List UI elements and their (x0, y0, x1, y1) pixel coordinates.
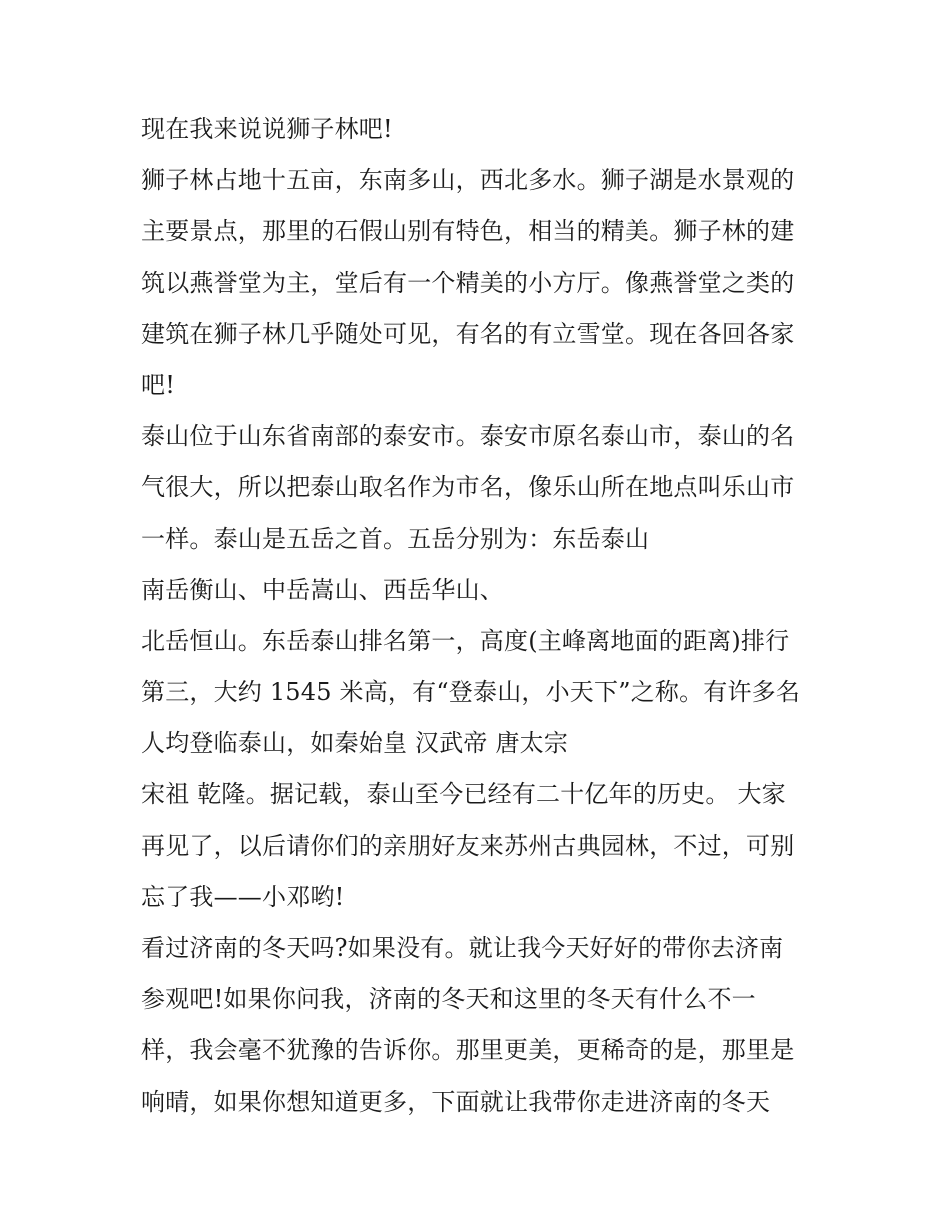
text-line: 一样。泰山是五岳之首。五岳分别为：东岳泰山 (141, 524, 650, 553)
text-line: 气很大，所以把泰山取名作为市名，像乐山所在地点叫乐山市 (141, 473, 795, 502)
text-line: 再见了，以后请你们的亲朋好友来苏州古典园林，不过，可别 (141, 831, 795, 860)
text-line: 南岳衡山、中岳嵩山、西岳华山、 (141, 575, 504, 604)
text-line: 看过济南的冬天吗?如果没有。就让我今天好好的带你去济南 (141, 934, 784, 962)
text-line: 第三，大约 1545 米高，有“登泰山，小天下”之称。有许多名 (141, 678, 801, 707)
text-line: 筑以燕誉堂为主，堂后有一个精美的小方厅。像燕誉堂之类的 (141, 268, 795, 297)
text-line: 宋祖 乾隆。据记载，泰山至今已经有二十亿年的历史。 大家 (141, 780, 786, 809)
text-line: 建筑在狮子林几乎随处可见，有名的有立雪堂。现在各回各家 (141, 319, 795, 348)
text-line: 现在我来说说狮子林吧! (141, 115, 393, 143)
text-line: 狮子林占地十五亩，东南多山，西北多水。狮子湖是水景观的 (141, 166, 795, 195)
document-body (141, 104, 831, 1128)
text-line: 忘了我——小邓哟! (141, 882, 345, 911)
text-line: 人均登临泰山，如秦始皇 汉武帝 唐太宗 (141, 729, 569, 758)
text-line: 吧! (141, 370, 176, 399)
text-line: 响晴，如果你想知道更多，下面就让我带你走进济南的冬天 (141, 1087, 771, 1116)
text-line: 泰山位于山东省南部的泰安市。泰安市原名泰山市，泰山的名 (141, 422, 795, 451)
text-line: 参观吧!如果你问我，济南的冬天和这里的冬天有什么不一 (141, 985, 756, 1014)
text-line: 样，我会毫不犹豫的告诉你。那里更美，更稀奇的是，那里是 (141, 1036, 795, 1065)
text-line: 北岳恒山。东岳泰山排名第一，高度(主峰离地面的距离)排行 (141, 626, 790, 655)
text-line: 主要景点，那里的石假山别有特色，相当的精美。狮子林的建 (141, 217, 795, 246)
